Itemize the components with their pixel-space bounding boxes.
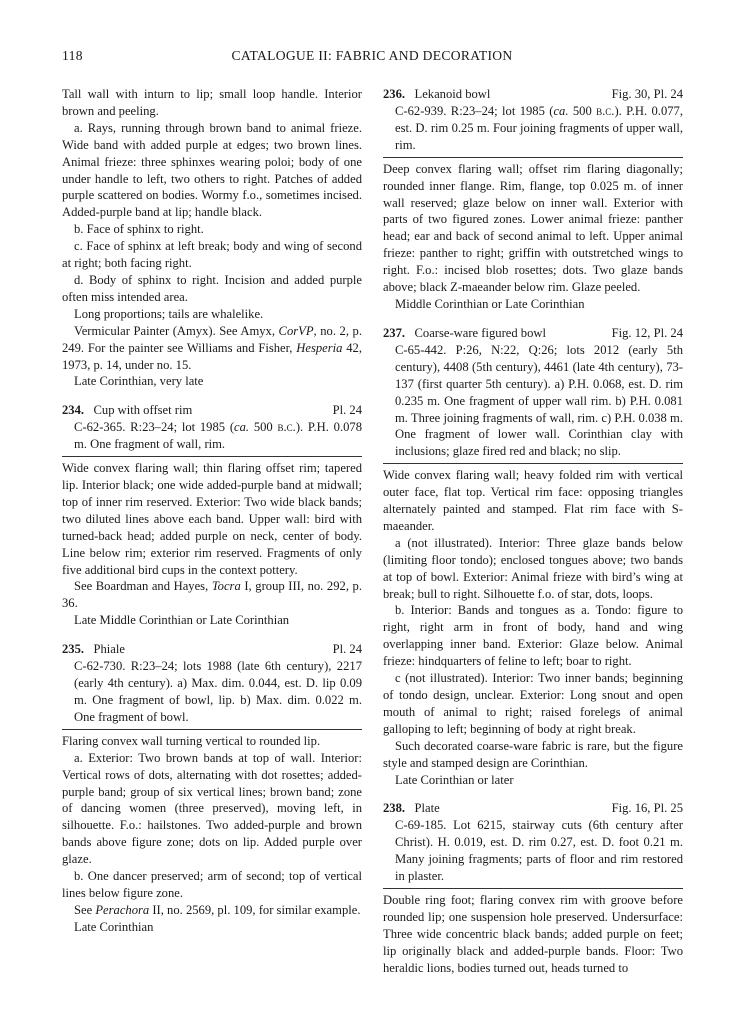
left-column — [62, 86, 362, 936]
entry-236-description: Deep convex flaring wall; offset rim flaring diagonally; rounded inner flange. Rim, flange, top 0.025 m. of inner wall reserved; glaze below on inner wall. Exterior with parts of two figured zones. Lower animal frieze: panther head; ear and back of second animal to left. Upper animal frieze: panther to right; griffin with outstretched wings to right. F.o.: incised blob rosettes; dots. Two glaze bands above; black Z-maeander below rim. Glaze peeled. — [383, 161, 683, 295]
entry-236-catalog: C-62-939. R:23–24; lot 1985 (ca. 500 b.c.). P.H. 0.077, est. D. rim 0.25 m. Four joining fragments of upper wall, rim. — [383, 103, 683, 158]
entry-reference: Pl. 24 — [332, 403, 362, 418]
entry-238-description: Double ring foot; flaring convex rim with groove before rounded lip; one suspension hole preserved. Undersurface: Three wide concentric black bands; added purple on feet; lip originally black and added-purple bands. Floor: Two heraldic lions, bodies turned out, heads turned to — [383, 893, 683, 975]
entry-235-description: Flaring convex wall turning vertical to rounded lip. — [62, 733, 321, 748]
entry-237-part-b: b. Interior: Bands and tongues as a. Tondo: figure to right, right arm in front of body, hand and wing overlapping inner band. Exterior: Glaze below. Animal frieze: hindquarters of feline to left; boar to right. — [383, 603, 683, 669]
entry-234-heading — [62, 402, 362, 419]
continuation-part-c: c. Face of sphinx at left break; body and wing of second at right; both facing right. — [62, 239, 362, 271]
entry-title: Plate — [414, 801, 440, 816]
entry-reference: Fig. 30, Pl. 24 — [611, 87, 683, 101]
entry-title: Coarse-ware figured bowl — [414, 325, 546, 340]
entry-235-date: Late Corinthian — [74, 919, 154, 934]
entry-title: Phiale — [93, 642, 125, 657]
entry-reference: Pl. 24 — [332, 642, 362, 657]
entry-235-part-a: a. Exterior: Two brown bands at top of wall. Interior: Vertical rows of dots, alternating with dot rosettes; added-purple band; group of six vertical lines; brown band; zone of dancing women (three preserved), moving left, in silhouette. F.o.: hailstones. Two added-purple and brown bands above figure zone; dots on lip. Added purple over glaze. — [62, 750, 362, 867]
entry-236-heading — [383, 86, 683, 103]
entry-234-catalog: C-62-365. R:23–24; lot 1985 (ca. 500 b.c.). P.H. 0.078 m. One fragment of wall, rim. — [62, 419, 362, 457]
continuation-date: Late Corinthian, very late — [74, 374, 204, 389]
entry-title: Lekanoid bowl — [414, 87, 491, 101]
entry-237-catalog: C-65-442. P:26, N:22, Q:26; lots 2012 (early 5th century), 4408 (5th century), 4461 (late 4th century), 73-137 (first quarter 5th century). a) P.H. 0.068, est. D. rim 0.235 m. One fragment of upper wall rim. b) P.H. 0.081 m. Three joining fragments of wall, rim. c) P.H. 0.038 m. One fragment of lower wall. Corinthian clay with inclusions; glaze fired red and black; no slip. — [383, 342, 683, 464]
entry-237-part-c: c (not illustrated). Interior: Two inner bands; beginning of tondo design, unclear. Exterior: Long snout and open mouth of animal to right; raised forelegs of animal galloping to left; beginning of body at right break. — [383, 671, 683, 736]
entry-number: 234. — [62, 403, 85, 418]
entry-237-heading — [383, 325, 683, 342]
entry-number: 235. — [62, 642, 85, 657]
entry-reference: Fig. 12, Pl. 24 — [611, 325, 683, 340]
page-header — [62, 48, 682, 68]
entry-234-description: Wide convex flaring wall; thin flaring offset rim; tapered lip. Interior black; one wide added-purple band at midwall; top of inner rim reserved. Exterior: Two wide black bands; two diluted lines above each band. Upper wall: bird with turned-back head; added purple on neck, center of body. Line below rim; exterior rim reserved. Fragments of only five additional bird cups in the context pottery. — [62, 461, 362, 577]
continuation-part-a: a. Rays, running through brown band to animal frieze. Wide band with added purple at edges; two brown lines. Animal frieze: three sphinxes wearing poloi; body of one under handle to left, two others to right. Patches of added purple scattered on bodies. Wormy f.o., sometimes incised. Added-purple band at lip; handle black. — [62, 120, 362, 220]
entry-234-date: Late Middle Corinthian or Late Corinthian — [74, 613, 290, 628]
entry-237-description: Wide convex flaring wall; heavy folded rim with vertical outer face, flat top. Vertical rim face: opposing triangles alternately painted and stamped. Flat rim face with S-maeander. — [383, 468, 683, 533]
entry-236-date: Middle Corinthian or Late Corinthian — [395, 296, 585, 311]
entry-237-date: Late Corinthian or later — [395, 772, 514, 787]
entry-title: Cup with offset rim — [93, 403, 193, 418]
continuation-part-b: b. Face of sphinx to right. — [74, 222, 204, 237]
entry-number: 237. — [383, 325, 406, 340]
entry-number: 236. — [383, 87, 406, 101]
right-column — [383, 86, 683, 977]
entry-235-catalog: C-62-730. R:23–24; lots 1988 (late 6th century), 2217 (early 4th century). a) Max. dim. 0.044, est. D. lip 0.09 m. One fragment of bowl, lip. b) Max. dim. 0.022 m. One fragment of bowl. — [62, 658, 362, 730]
continuation-proportions: Long proportions; tails are whalelike. — [74, 306, 264, 321]
continuation-painter: Vermicular Painter (Amyx). See Amyx, CorVP, no. 2, p. 249. For the painter see Williams and Fisher, Hesperia 42, 1973, p. 14, under no. 15. — [62, 323, 362, 372]
entry-235-see: See Perachora II, no. 2569, pl. 109, for similar example. — [74, 902, 361, 917]
entry-234-see: See Boardman and Hayes, Tocra I, group III, no. 292, p. 36. — [62, 579, 362, 611]
entry-237-comment: Such decorated coarse-ware fabric is rare, but the figure style and stamped design are Corinthian. — [383, 738, 683, 770]
entry-238-heading — [383, 800, 683, 817]
entry-number: 238. — [383, 801, 406, 816]
page-number: 118 — [62, 48, 83, 63]
entry-235-part-b: b. One dancer preserved; arm of second; top of vertical lines below figure zone. — [62, 869, 362, 900]
running-title: CATALOGUE II: FABRIC AND DECORATION — [231, 48, 513, 63]
continuation-description: Tall wall with inturn to lip; small loop handle. Interior brown and peeling. — [62, 87, 362, 118]
entry-235-heading — [62, 641, 362, 658]
entry-reference: Fig. 16, Pl. 25 — [611, 801, 683, 816]
continuation-part-d: d. Body of sphinx to right. Incision and added purple often miss intended area. — [62, 272, 362, 304]
entry-237-part-a: a (not illustrated). Interior: Three glaze bands below (limiting floor tondo); enclosed tongues above; two bands at top of bowl. Exterior: Animal frieze with bird’s wing at break; bull to right. Silhouette f.o. of star, dots, loops. — [383, 535, 683, 601]
entry-238-catalog: C-69-185. Lot 6215, stairway cuts (6th century after Christ). H. 0.019, est. D. rim 0.27, est. D. foot 0.21 m. Many joining fragments; parts of floor and rim restored in plaster. — [383, 817, 683, 889]
